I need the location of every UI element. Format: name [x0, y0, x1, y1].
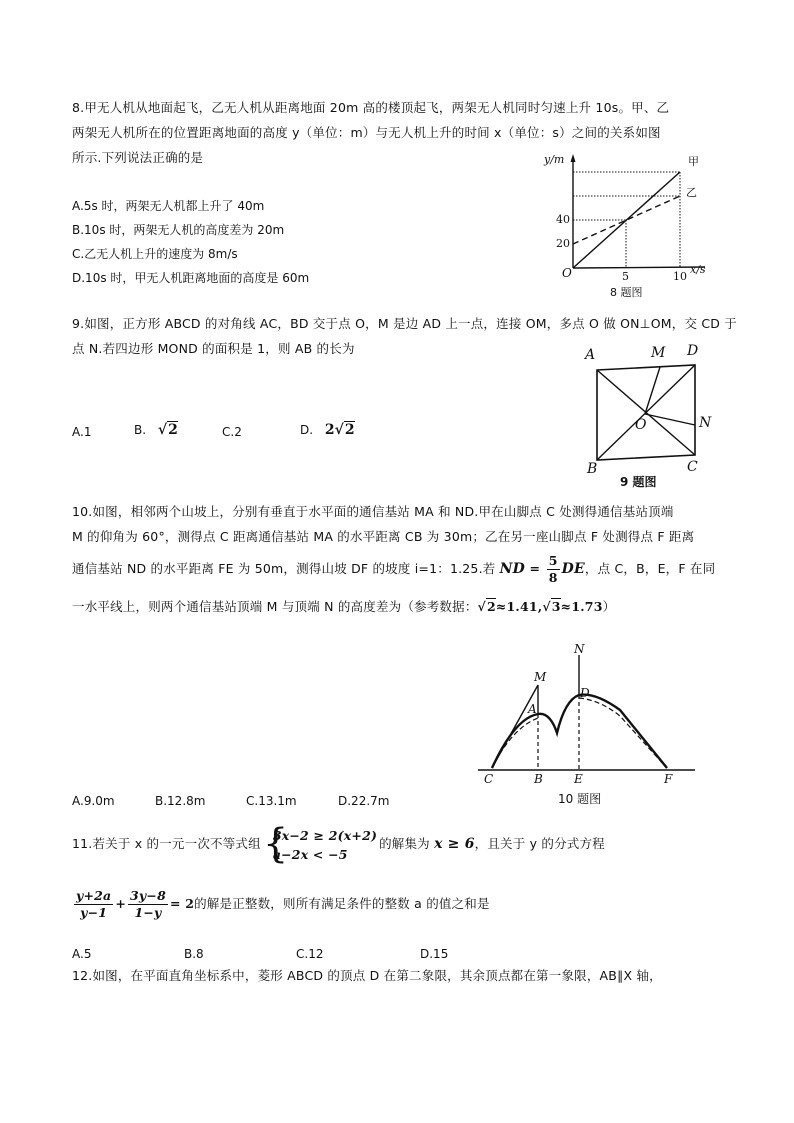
q10-label-b: B [534, 772, 543, 786]
q10-stem-line3: 通信基站 ND 的水平距离 FE 为 50m，测得山坡 DF 的坡度 i=1：1.25.若 ND = $\frac{5}{8}$ DE，点 C，B，E，F 在同 [72, 553, 716, 585]
inequality-system: { 3x−2 ≥ 2(x+2) a−2x < −5 [262, 820, 378, 867]
q8-series-yi-label: 乙 [686, 186, 697, 199]
q8-figure-caption: 8 题图 [610, 286, 643, 299]
sqrt-symbol: √2 [157, 422, 178, 438]
q11-option-c: C.12 [296, 947, 324, 961]
q10-stem-line1: 10.如图，相邻两个山坡上，分别有垂直于水平面的通信基站 MA 和 ND.甲在山脚点 C 处测得通信基站顶端 [72, 504, 674, 519]
q10-stem-line2: M 的仰角为 60°，测得点 C 距离通信基站 MA 的水平距离 CB 为 30m；乙在另一座山脚点 F 处测得点 F 距离 [72, 529, 695, 544]
sqrt-symbol: √2 [334, 422, 355, 438]
q11-option-d: D.15 [420, 947, 449, 961]
q9-label-c: C [687, 459, 698, 475]
q11-stem-line1: 11.若关于 x 的一元一次不等式组 { 3x−2 ≥ 2(x+2) a−2x < −5 的解集为 x ≥ 6，且关于 y 的分式方程 [72, 820, 605, 867]
sqrt-symbol: √2 [477, 599, 496, 614]
q9-option-a: A.1 [72, 425, 92, 439]
q12-stem-line1: 12.如图，在平面直角坐标系中，菱形 ABCD 的顶点 D 在第二象限，其余顶点都在第一象限，AB∥X 轴， [72, 968, 662, 983]
q8-option-a: A.5s 时，两架无人机都上升了 40m [72, 199, 265, 213]
q10-option-a: A.9.0m [72, 794, 115, 808]
q10-stem-line4: 一水平线上，则两个通信基站顶端 M 与顶端 N 的高度差为（参考数据：√2≈1.41,√3≈1.73） [72, 599, 616, 614]
q10-option-b: B.12.8m [155, 794, 206, 808]
q8-y-tick-20: 20 [556, 237, 570, 250]
q10-label-c: C [484, 772, 494, 786]
q8-stem-line1: 8.甲无人机从地面起飞，乙无人机从距离地面 20m 高的楼顶起飞，两架无人机同时匀速上升 10s。甲、乙 [72, 100, 670, 115]
brace-icon: { [262, 820, 289, 867]
q9-stem-line2: 点 N.若四边形 MOND 的面积是 1，则 AB 的长为 [72, 341, 355, 356]
q8-x-tick-10: 10 [673, 270, 687, 283]
q9-stem-line1: 9.如图，正方形 ABCD 的对角线 AC，BD 交于点 O，M 是边 AD 上一点，连接 OM，多点 O 做 ON⊥OM，交 CD 于 [72, 316, 737, 331]
q8-option-b: B.10s 时，两架无人机的高度差为 20m [72, 223, 285, 237]
q9-label-d: D [687, 343, 699, 359]
q8-x-tick-5: 5 [622, 270, 629, 283]
q9-option-d: D. 2√2 [300, 422, 355, 438]
q8-stem-line3: 所示.下列说法正确的是 [72, 150, 204, 165]
q9-label-n: N [699, 415, 712, 431]
q8-option-d: D.10s 时，甲无人机距离地面的高度是 60m [72, 271, 310, 285]
q10-label-n: N [574, 642, 585, 656]
q10-option-d: D.22.7m [338, 794, 390, 808]
fraction: $\frac{y+2a}{y-1}$ [76, 888, 112, 920]
q8-series-jia-label: 甲 [688, 155, 699, 168]
q9-option-c: C.2 [222, 425, 242, 439]
q8-origin-label: O [562, 266, 572, 280]
q8-figure-line-graph [530, 150, 710, 300]
q10-label-d: D [580, 686, 590, 700]
q10-label-e: E [574, 772, 583, 786]
q11-option-b: B.8 [184, 947, 204, 961]
fraction: $\frac{5}{8}$ [548, 553, 558, 585]
q10-figure-caption: 10 题图 [558, 792, 602, 806]
q9-label-a: A [585, 347, 596, 363]
q10-option-c: C.13.1m [246, 794, 297, 808]
q9-figure-caption: 9 题图 [620, 475, 657, 489]
q9-label-b: B [587, 461, 598, 477]
sqrt-symbol: √3 [542, 599, 561, 614]
q8-y-axis-label: y/m [544, 153, 565, 166]
q10-label-f: F [664, 772, 673, 786]
q9-figure-square [575, 343, 720, 489]
q8-y-tick-40: 40 [556, 213, 570, 226]
q8-option-c: C.乙无人机上升的速度为 8m/s [72, 247, 238, 261]
q9-label-m: M [651, 345, 666, 361]
q10-label-m: M [534, 670, 547, 684]
q10-mountains-svg [470, 640, 730, 810]
q8-stem-line2: 两架无人机所在的位置距离地面的高度 y（单位：m）与无人机上升的时间 x（单位：s）之间的关系如图 [72, 125, 661, 140]
q9-option-b: B. √2 [134, 422, 178, 438]
q11-stem-line2: $\frac{y+2a}{y-1}$ + $\frac{3y-8}{1-y}$ = 2的解是正整数，则所有满足条件的整数 a 的值之和是 [76, 888, 490, 920]
fraction: $\frac{3y-8}{1-y}$ [130, 888, 166, 920]
q10-figure-mountains [470, 640, 730, 810]
q10-label-a: A [528, 702, 537, 716]
q8-x-axis-label: x/s [690, 263, 706, 276]
q11-option-a: A.5 [72, 947, 92, 961]
q9-label-o: O [635, 417, 647, 433]
